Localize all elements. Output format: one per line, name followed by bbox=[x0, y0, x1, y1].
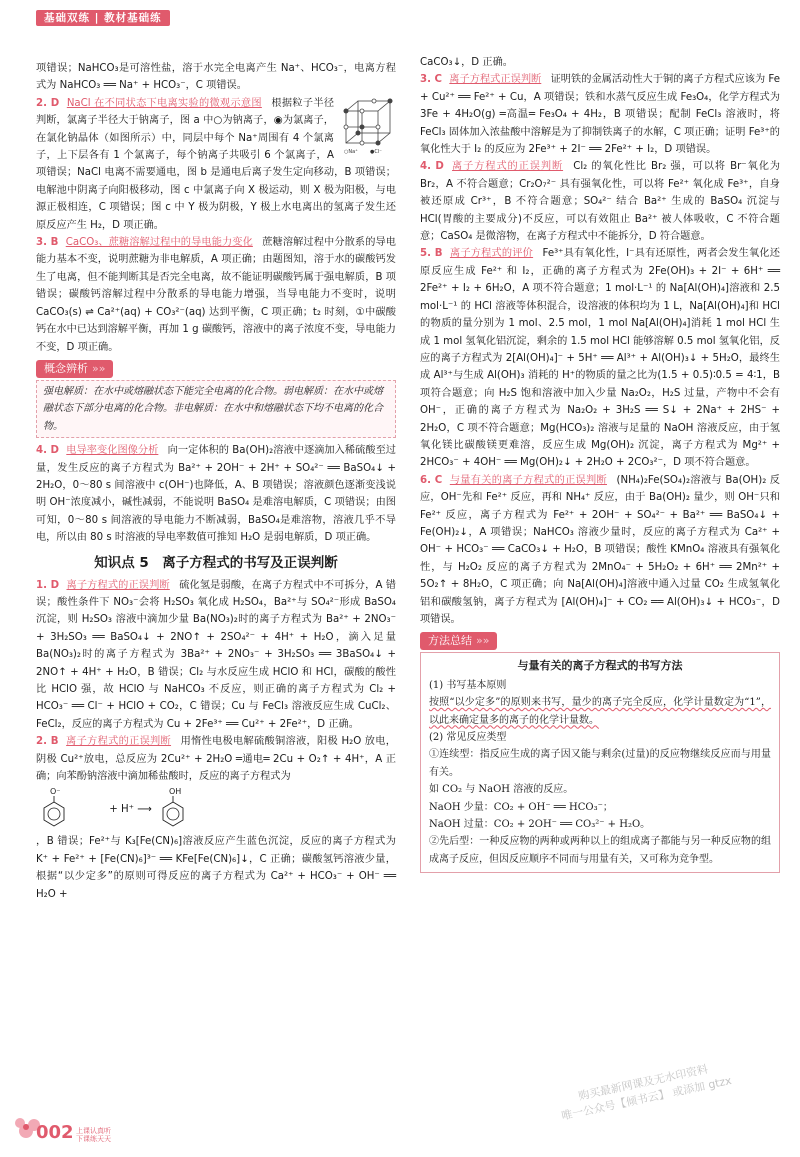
q2-body: 根据粒子半径判断，氯离子半径大于钠离子，图 a 中○为钠离子，◉为氯离子，在氯化钠晶体（如图所示）中，同层中每个 Na⁺周围有 4 个氯离子，上下层各有 1 个氯离子，每个钠离子共吸引 6 个氯离子，A 项错误；NaCl 电离不需要通电，图 b 是通电后离子发生定向移动，B 项错误；电解池中阴离子向阳极移动，图 c 中氯离子向 X 极运动，则 X 极为阳极，与电源正极相连，C 项错误；图 c 中 Y 极为阴极，Y 极上水电离出的氢离子发生还原反应产生 H₂，D 项正确。 bbox=[36, 97, 396, 231]
diagram-label-na: ○Na⁺ bbox=[344, 148, 358, 155]
method-line-6: NaOH 少量：CO₂ + OH⁻ ══ HCO₃⁻； bbox=[429, 801, 613, 813]
method-line-5: 如 CO₂ 与 NaOH 溶液的反应。 bbox=[429, 784, 574, 796]
right-q4 bbox=[420, 158, 780, 245]
k2-title: 离子方程式的正误判断 bbox=[66, 736, 172, 748]
k2-body-a: 用惰性电极电解硫酸铜溶液，阳极 H₂O 放电，阴极 Cu²⁺放电，总反应为 2Cu²⁺ + 2H₂O ═通电═ 2Cu + O₂↑ + 4H⁺，A 正确；向苯酚钠溶液中滴加稀盐酸时，反应的离子方程式为 bbox=[36, 736, 396, 783]
right-q5 bbox=[420, 245, 780, 471]
nacl-crystal-diagram bbox=[340, 97, 396, 155]
left-q4 bbox=[36, 442, 396, 546]
phenol-structure bbox=[155, 785, 225, 833]
left-k2 bbox=[36, 733, 396, 785]
header-tag: 基础双练 | 教材基础练 bbox=[36, 10, 170, 26]
q3-body: 蔗糖溶解过程中分散系的导电能力基本不变，说明蔗糖为非电解质，A 项正确；由题图知，溶于水的碳酸钙发生了电离，但不能判断其是否完全电离，故不能证明碳酸钙属于强电解质，B 项错误；碳酸钙溶解过程中分散系的导电能力增强，当导电能力不变时，说明CaCO₃(s) ⇌ Ca²⁺(aq) + CO₃²⁻(aq) 达到平衡，C 项正确；t₂ 时刻，①中碳酸钙在水中已达到溶解平衡，再加 1 g 碳酸钙，溶液中的离子浓度不变，导电能力不变，D 项正确。 bbox=[36, 237, 396, 353]
left-column bbox=[36, 60, 396, 903]
q4-number: 4. D bbox=[36, 445, 60, 457]
diagram-label-cl: ●Cl⁻ bbox=[370, 148, 382, 155]
method-box bbox=[420, 652, 780, 873]
q3-title: CaCO₃、蔗糖溶解过程中的导电能力变化 bbox=[65, 237, 253, 249]
phenoxide-label: O⁻ bbox=[50, 787, 61, 797]
r-q5-number: 5. B bbox=[420, 248, 443, 260]
concept-label: 概念辨析 »» bbox=[36, 360, 113, 378]
method-line-8: ②先后型：一种反应物的两种或两种以上的组成离子都能与另一种反应物的组成离子反应，但因反应顺序不同而与用量有关，又可称为竞争型。 bbox=[429, 836, 771, 865]
r-q5-body: Fe³⁺具有氧化性，I⁻具有还原性，两者会发生氧化还原反应生成 Fe²⁺ 和 I₂，正确的离子方程式为 2Fe(OH)₃ + 2I⁻ + 6H⁺ ══ 2Fe²⁺ + I₂ + 6H₂O，A 项不符合题意；1 mol·L⁻¹ 的 Na[Al(OH)₄]溶液和 2.5 mol·L⁻¹ 的 HCl 溶液等体积混合，设溶液的体积均为 1 L，Na[Al(OH)₄]和 HCl 的物质的量分别为 1 mol、2.5 mol，1 mol Na[Al(OH)₄]消耗 1 mol HCl 生成 1 mol 氢氧化铝沉淀，剩余的 1.5 mol HCl 能够溶解 0.5 mol 氢氧化铝，反应的离子方程式为 2[Al(OH)₄]⁻ + 5H⁺ ══ Al³⁺ + Al(OH)₃↓ + 5H₂O，最终生成 Al³⁺与生成 Al(OH)₃ 消耗的 H⁺的物质的量之比为(1.5 + 0.5)∶0.5 = 4∶1，B 项符合题意；向 H₂S 饱和溶液中加入少量 Na₂O₂，H₂S 过量，产物中不会有 OH⁻，正确的离子方程式为 Na₂O₂ + 3H₂S ══ S↓ + 2Na⁺ + 2HS⁻ + 2H₂O，C 项不符合题意；Mg(HCO₃)₂ 溶液与足量的 NaOH 溶液反应，由于氢氧化镁比碳酸镁更难溶，反应生成 Mg(OH)₂ 沉淀，离子方程式为 Mg²⁺ + 2HCO₃⁻ + 4OH⁻ ══ Mg(OH)₂↓ + 2H₂O + 2CO₃²⁻，D 项不符合题意。 bbox=[420, 248, 780, 469]
k1-title: 离子方程式的正误判断 bbox=[66, 579, 170, 591]
method-line-3: (2) 常见反应类型 bbox=[429, 732, 507, 744]
phenol-equation bbox=[36, 785, 396, 833]
method-label: 方法总结 »» bbox=[420, 632, 497, 650]
q2-number: 2. D bbox=[36, 97, 60, 109]
r-q4-body: Cl₂ 的氧化性比 Br₂ 强，可以将 Br⁻氧化为 Br₂，A 不符合题意；Cr₂O₇²⁻ 具有强氧化性，可以将 Fe²⁺ 氧化成 Fe³⁺，自身被还原成 Cr³⁺，B 不符合题意；SO₄²⁻ 结合 Ba²⁺ 生成的 BaSO₄ 沉淀与 HCl(胃酸的主要成分)不反应，可以有效阻止 Ba²⁺ 被人体吸收，C 不符合题意；CaSO₄ 是微溶物，在离子方程式中不能拆分，D 符合题意。 bbox=[420, 161, 780, 243]
footer-slogan: 上课认真听 下课练天天 bbox=[76, 1127, 111, 1143]
k2-number: 2. B bbox=[36, 736, 59, 748]
method-title: 与量有关的离子方程式的书写方法 bbox=[517, 659, 683, 673]
method-line-2: 按照“以少定多”的原则来书写，量少的离子完全反应，化学计量数定为“1”，以此来确定量多的离子的化学计量数。 bbox=[429, 697, 771, 726]
page-number: 002 bbox=[36, 1121, 74, 1143]
r-q3-number: 3. C bbox=[420, 74, 443, 86]
q3-number: 3. B bbox=[36, 237, 59, 249]
q4-title: 电导率变化图像分析 bbox=[66, 445, 159, 457]
r-q6-number: 6. C bbox=[420, 474, 443, 486]
right-p1: CaCO₃↓，D 正确。 bbox=[420, 57, 513, 68]
q4-body: 向一定体积的 Ba(OH)₂溶液中逐滴加入稀硫酸至过量，发生反应的离子方程式为 Ba²⁺ + 2OH⁻ + 2H⁺ + SO₄²⁻ ══ BaSO₄↓ + 2H₂O，0～80 s 间溶液中 c(OH⁻)也降低，A、B 项错误；溶液颜色逐渐变浅说明 OH⁻浓度减小，碱性减弱，不能说明 BaSO₄ 是难溶电解质，C 项错误；由图可知，0～80 s 间溶液的导电能力不断减弱，BaSO₄是难溶物，溶液几乎不导电，所以由 80 s 时溶液的导电率数值可推知 H₂O 是弱电解质，D 项正确。 bbox=[36, 445, 396, 544]
q2-title: NaCl 在不同状态下电离实验的微观示意图 bbox=[66, 97, 262, 109]
method-line-1: (1) 书写基本原则 bbox=[429, 679, 507, 691]
right-column bbox=[420, 54, 780, 873]
left-q2 bbox=[36, 95, 396, 234]
right-q6 bbox=[420, 472, 780, 629]
k1-number: 1. D bbox=[36, 579, 60, 591]
right-q3 bbox=[420, 71, 780, 158]
r-q6-title: 与量有关的离子方程式的正误判断 bbox=[449, 474, 607, 486]
method-line-7: NaOH 过量：CO₂ + 2OH⁻ ══ CO₃²⁻ + H₂O。 bbox=[429, 819, 651, 831]
left-k1 bbox=[36, 577, 396, 734]
concept-box: 强电解质：在水中或熔融状态下能完全电离的化合物。弱电解质：在水中或熔融状态下部分电离的化合物。非电解质：在水中和熔融状态下均不电离的化合物。 bbox=[36, 380, 396, 438]
r-q6-body: (NH₄)₂Fe(SO₄)₂溶液与 Ba(OH)₂ 反应，OH⁻先和 Fe²⁺ 反应，再和 NH₄⁺ 反应，由于 Ba(OH)₂ 量少，则 OH⁻只和 Fe²⁺ 反应，离子方程式为 Fe²⁺ + 2OH⁻ + SO₄²⁻ + Ba²⁺ ══ BaSO₄↓ + Fe(OH)₂↓，A 项错误；NaHCO₃ 溶液少量时，反应的离子方程式为 Ca²⁺ + OH⁻ + HCO₃⁻ ══ CaCO₃↓ + H₂O，B 项错误；酸性 KMnO₄ 溶液具有强氧化性，与 H₂O₂ 反应的离子方程式为 2MnO₄⁻ + 5H₂O₂ + 6H⁺ ══ 2Mn²⁺ + 5O₂↑ + 8H₂O，C 项正确；向 Na[Al(OH)₄]溶液中通入过量 CO₂ 生成氢氧化铝和碳酸氢钠，离子方程式为 [Al(OH)₄]⁻ + CO₂ ══ Al(OH)₃↓ + HCO₃⁻，D 项错误。 bbox=[420, 474, 780, 625]
phenol-label: OH bbox=[169, 787, 182, 797]
k2-body-b: ，B 错误；Fe²⁺与 K₃[Fe(CN)₆]溶液反应产生蓝色沉淀，反应的离子方程式为 K⁺ + Fe²⁺ + [Fe(CN)₆]³⁻ ══ KFe[Fe(CN)₆]↓，C 正确；碳酸氢钙溶液少量，根据“以少定多”的原则可得反应的离子方程式为 Ca²⁺ + HCO₃⁻ + OH⁻ ══ H₂O + bbox=[36, 836, 396, 900]
r-q3-title: 离子方程式正误判断 bbox=[449, 74, 542, 86]
watermark: 购买最新网课及无水印资料 唯一公众号【倾书云】 或添加 gtzx bbox=[560, 1062, 733, 1123]
left-q3 bbox=[36, 234, 396, 356]
section-title: 知识点 5 离子方程式的书写及正误判断 bbox=[94, 554, 338, 571]
phenol-eq-mid: + H⁺ ⟶ bbox=[109, 804, 152, 816]
phenoxide-structure bbox=[36, 785, 106, 833]
left-p1: 项错误；NaHCO₃是可溶性盐，溶于水完全电离产生 Na⁺、HCO₃⁻，电离方程式为 NaHCO₃ ══ Na⁺ + HCO₃⁻，C 项错误。 bbox=[36, 63, 396, 92]
r-q3-body: 证明铁的金属活动性大于铜的离子方程式应该为 Fe + Cu²⁺ ══ Fe²⁺ + Cu，A 项错误；铁和水蒸气反应生成 Fe₃O₄，化学方程式为 3Fe + 4H₂O(g) ═高温═ Fe₃O₄ + 4H₂，B 项错误；配制 FeCl₃ 溶液时，将 FeCl₃ 固体加入浓盐酸中溶解是为了抑制铁离子的水解，C 项正确；证明 Fe³⁺的氧化性大于 I₂ 的反应为 2Fe³⁺ + 2I⁻ ══ 2Fe²⁺ + I₂，D 项错误。 bbox=[420, 74, 781, 156]
r-q4-title: 离子方程式的正误判断 bbox=[452, 161, 564, 173]
r-q4-number: 4. D bbox=[420, 161, 444, 173]
k1-body: 硫化氢是弱酸，在离子方程式中不可拆分，A 错误；酸性条件下 NO₃⁻会将 H₂SO₃ 氧化成 H₂SO₄，Ba²⁺与 SO₄²⁻形成 BaSO₄ 沉淀，则 H₂SO₃ 溶液中滴加少量 Ba(NO₃)₂时的离子方程式为 Ba²⁺ + 2NO₃⁻ + 3H₂SO₃ ══ BaSO₄↓ + 2NO↑ + 2SO₄²⁻ + 4H⁺ + H₂O，滴入足量 Ba(NO₃)₂时的离子方程式为 3Ba²⁺ + 2NO₃⁻ + 3H₂SO₃ ══ 3BaSO₄↓ + 2NO↑ + 4H⁺ + H₂O，B 错误；Cl₂ 与水反应生成 HClO 和 HCl，碳酸的酸性比 HClO 强，故 HClO 与 NaHCO₃ 不反应，则正确的离子方程式为 Cl₂ + HCO₃⁻ ══ Cl⁻ + HClO + CO₂，C 错误；Cu 与 FeCl₃ 溶液反应生成 CuCl₂、FeCl₂，反应的离子方程式为 Cu + 2Fe³⁺ ══ Cu²⁺ + 2Fe²⁺，D 正确。 bbox=[36, 579, 396, 730]
r-q5-title: 离子方程式的评价 bbox=[449, 248, 534, 260]
method-line-4: ①连续型：指反应生成的离子因又能与剩余(过量)的反应物继续反应而与用量有关。 bbox=[429, 749, 771, 778]
